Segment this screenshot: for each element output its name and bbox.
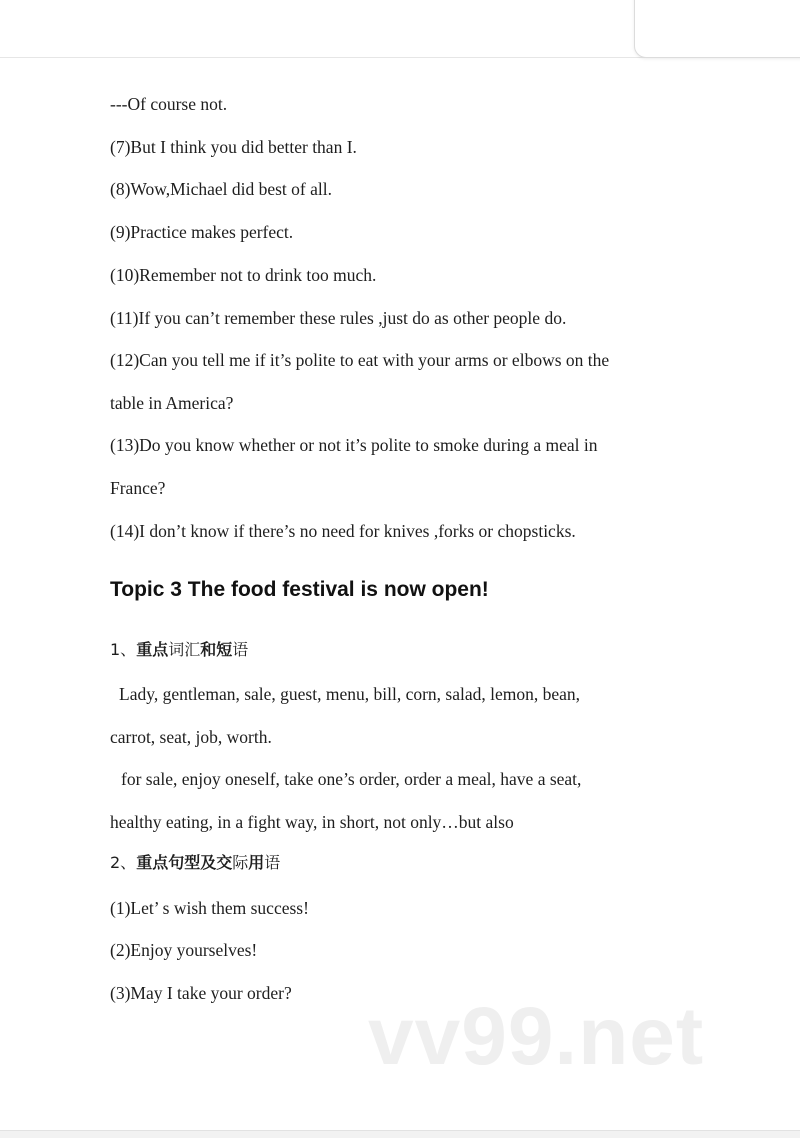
sentence-line-13-continued: France? [110, 478, 166, 498]
section-title-plain: 语 [232, 640, 249, 659]
vocabulary-phrases-line-continued: healthy eating, in a fight way, in short, not only…but also [110, 812, 514, 832]
section-title-bold: 重点 [136, 640, 169, 659]
key-sentence-line-2: (2)Enjoy yourselves! [110, 940, 258, 960]
page-corner-tab [634, 0, 800, 58]
section-title-bold: 重点句型及交 [136, 853, 233, 872]
section-title-bold: 和短 [200, 640, 233, 659]
vocabulary-words-line: Lady, gentleman, sale, guest, menu, bill, corn, salad, lemon, bean, [119, 684, 581, 704]
vocabulary-phrases-line: for sale, enjoy oneself, take one’s order, order a meal, have a seat, [121, 769, 582, 789]
section-heading-vocabulary [110, 639, 248, 661]
sentence-line-11: (11)If you can’t remember these rules ,just do as other people do. [110, 308, 567, 328]
sentence-line-7: (7)But I think you did better than I. [110, 137, 357, 157]
section-number: 2、 [110, 853, 137, 872]
vocabulary-words-line-continued: carrot, seat, job, worth. [110, 727, 272, 747]
watermark: vv99.net [368, 991, 705, 1082]
section-title-plain: 际 [232, 853, 249, 872]
section-title-plain: 词汇 [168, 640, 201, 659]
topic-heading: Topic 3 The food festival is now open! [110, 578, 489, 601]
section-number: 1、 [110, 640, 137, 659]
key-sentence-line-1: (1)Let’ s wish them success! [110, 898, 309, 918]
sentence-line-10: (10)Remember not to drink too much. [110, 265, 377, 285]
sentence-line-9: (9)Practice makes perfect. [110, 222, 294, 242]
sentence-line-12-continued: table in America? [110, 393, 234, 413]
section-heading-sentences [110, 852, 280, 874]
sentence-line-8: (8)Wow,Michael did best of all. [110, 179, 332, 199]
dialogue-line: ---Of course not. [110, 94, 228, 114]
sentence-line-14: (14)I don’t know if there’s no need for knives ,forks or chopsticks. [110, 521, 576, 541]
sentence-line-13: (13)Do you know whether or not it’s polite to smoke during a meal in [110, 435, 598, 455]
key-sentence-line-3: (3)May I take your order? [110, 983, 292, 1003]
section-title-bold: 用 [248, 853, 265, 872]
section-title-plain: 语 [264, 853, 281, 872]
sentence-line-12: (12)Can you tell me if it’s polite to eat with your arms or elbows on the [110, 350, 610, 370]
